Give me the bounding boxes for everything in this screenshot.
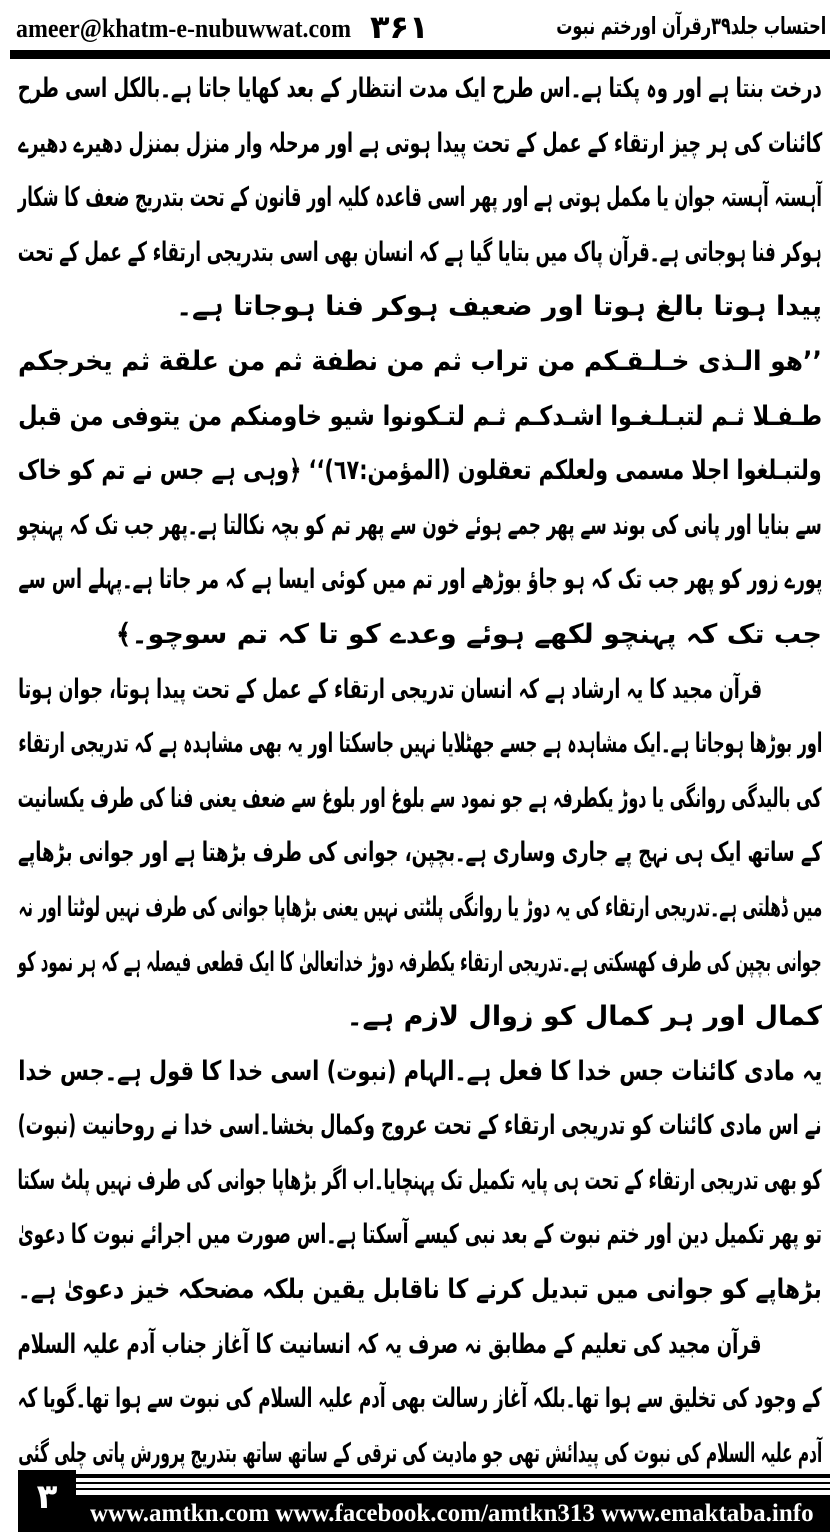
header-divider xyxy=(10,50,830,59)
text-line xyxy=(18,444,822,499)
text-line xyxy=(18,335,822,390)
text-line xyxy=(18,663,822,718)
text-line xyxy=(18,117,822,172)
running-title-box xyxy=(556,12,826,40)
text-line xyxy=(18,1208,822,1263)
text-line-content: تو پھر تکمیل دین اور ختم نبوت کے بعد نبی کیسے آسکتا ہے۔اس صورت میں اجرائے نبوت کا دعویٰ xyxy=(17,1219,822,1251)
page-body xyxy=(18,62,822,1481)
footer-divider xyxy=(76,1474,830,1478)
text-line xyxy=(18,1045,822,1100)
text-line xyxy=(18,1154,822,1209)
text-line-content: میں ڈھلتی ہے۔تدریجی ارتقاء کی یہ دوڑ یا روانگی پلٹتی نہیں یعنی بڑھاپا جوانی کی طرف نہیں لوٹتا اور نہ xyxy=(18,891,822,923)
text-line-content: سے بنایا اور پانی کی بوند سے پھر جمے ہوئے خون سے پھر تم کو بچہ نکالتا ہے۔پھر جب تک کہ پہنچو xyxy=(18,509,822,541)
text-line-content: بڑھاپے کو جوانی میں تبدیل کرنے کا ناقابل یقین بلکہ مضحکہ خیز دعویٰ ہے۔ xyxy=(18,1274,822,1306)
text-line-content: پورے زور کو پھر جب تک کہ ہو جاؤ بوڑھے اور تم میں کوئی ایسا ہے کہ مر جاتا ہے۔پہلے اس سے xyxy=(18,564,822,596)
text-line-content: ہوکر فنا ہوجاتی ہے۔قرآن پاک میں بتایا گیا ہے کہ انسان بھی اسی بتدریجی ارتقاء کے عمل کے تحت xyxy=(18,236,822,268)
text-line-content: آہستہ آہستہ جوان یا مکمل ہوتی ہے اور پھر اسی قاعدہ کلیہ اور قانون کے تحت بتدریج ضعف کا شکار xyxy=(18,182,822,214)
text-line-content: کو بھی تدریجی ارتقاء کے تحت ہی پایہ تکمیل تک پہنچایا۔اب اگر بڑھاپا جوانی کی طرف نہیں پلٹ سکتا xyxy=(18,1164,822,1196)
running-title: احتساب جلد۳۹رقرآن اورختم نبوت xyxy=(556,12,826,40)
text-line xyxy=(18,1263,822,1318)
text-line xyxy=(18,1099,822,1154)
text-line-content: کے ساتھ ایک ہی نہج پے جاری وساری ہے۔بچپن، جوانی کی طرف بڑھتا ہے اور جوانی بڑھاپے xyxy=(18,837,822,869)
text-line-content: یہ مادی کائنات جس خدا کا فعل ہے۔الہام (نبوت) اسی خدا کا قول ہے۔جس خدا xyxy=(18,1055,822,1087)
header-email: ameer@khatm-e-nubuwwat.com xyxy=(16,14,351,43)
text-line-content: آدم علیہ السلام کی نبوت کی پیدائش تھی جو مادیت کی ترقی کے ساتھ ساتھ بتدریج پرورش پاتی چلی گئی xyxy=(18,1437,822,1469)
text-line xyxy=(18,226,822,281)
text-line xyxy=(18,608,822,663)
text-line xyxy=(18,772,822,827)
text-line-content: جب تک کہ پہنچو لکھے ہوئے وعدے کو تا کہ تم سوچو۔﴾ xyxy=(115,618,822,650)
text-line xyxy=(18,717,822,772)
text-line xyxy=(18,171,822,226)
text-line-content: درخت بنتا ہے اور وہ پکتا ہے۔اس طرح ایک مدت انتظار کے بعد کھایا جاتا ہے۔بالکل اسی طرح xyxy=(18,73,822,104)
text-line xyxy=(18,62,822,117)
text-line xyxy=(18,390,822,445)
text-line xyxy=(18,826,822,881)
text-line-content: ولتبـلغوا اجلا مسمی ولعلکم تعقلون (المؤمن:٦٧)‘‘ ﴿وہی ہے جس نے تم کو خاک xyxy=(18,455,822,487)
text-line-content: کے وجود کی تخلیق سے ہوا تھا۔بلکہ آغاز رسالت بھی آدم علیہ السلام کی نبوت سے ہوا تھا۔گویا کہ xyxy=(18,1383,822,1415)
page-number: ۳۶۱ xyxy=(370,8,429,46)
text-line-content: جوانی بچپن کی طرف کھسکتی ہے۔تدریجی ارتقاء یکطرفہ دوڑ خداتعالیٰ کا ایک قطعی فیصلہ ہے کہ ہر نمود کو xyxy=(18,946,822,978)
text-line-content: اور بوڑھا ہوجاتا ہے۔ایک مشاہدہ ہے جسے جھٹلایا نہیں جاسکتا اور یہ بھی مشاہدہ ہے کہ تدریجی ارتقاء xyxy=(18,728,822,760)
text-line-content: کی بالیدگی روانگی یا دوڑ یکطرفہ ہے جو نمود سے بلوغ اور بلوغ سے ضعف یعنی فنا کی طرف یکسانیت xyxy=(18,782,822,814)
text-line xyxy=(18,280,822,335)
header-email-box xyxy=(16,14,351,44)
section-number: ۳ xyxy=(18,1470,76,1532)
text-line-content: کمال اور ہر کمال کو زوال لازم ہے۔ xyxy=(346,1001,822,1033)
footer-divider xyxy=(76,1488,830,1490)
text-line-content: طـفـلا ثـم لتبـلـغـوا اشـدکـم ثـم لتـکونوا شیو خاومنکم من یتوفی من قبل xyxy=(18,400,822,432)
text-line-content: قرآن مجید کی تعلیم کے مطابق نہ صرف یہ کہ انسانیت کا آغاز جناب آدم علیہ السلام xyxy=(18,1328,762,1360)
footer-divider xyxy=(76,1482,830,1484)
text-line xyxy=(18,990,822,1045)
text-line xyxy=(18,1372,822,1427)
text-line-content: کائنات کی ہر چیز ارتقاء کے عمل کے تحت پیدا ہوتی ہے اور مرحلہ وار منزل بمنزل دھیرے دھیرے xyxy=(18,127,822,159)
text-line-content: پیدا ہوتا بالغ ہوتا اور ضعیف ہوکر فنا ہوجاتا ہے۔ xyxy=(176,291,822,323)
text-line xyxy=(18,499,822,554)
text-line xyxy=(18,1318,822,1373)
footer-links: www.amtkn.com www.facebook.com/amtkn313 www.emaktaba.info xyxy=(76,1495,830,1532)
text-line xyxy=(18,936,822,991)
text-line-content: قرآن مجید کا یہ ارشاد ہے کہ انسان تدریجی ارتقاء کے عمل کے تحت پیدا ہوتا، جوان ہوتا xyxy=(18,673,762,705)
text-line-content: نے اس مادی کائنات کو تدریجی ارتقاء کے تحت عروج وکمال بخشا۔اسی خدا نے روحانیت (نبوت) xyxy=(18,1110,822,1142)
text-line-content: ’’ھو الـذی خـلـقـکم من تراب ثم من نطفة ثم من علقة ثم یخرجکم xyxy=(18,345,822,377)
text-line xyxy=(18,881,822,936)
text-line xyxy=(18,553,822,608)
